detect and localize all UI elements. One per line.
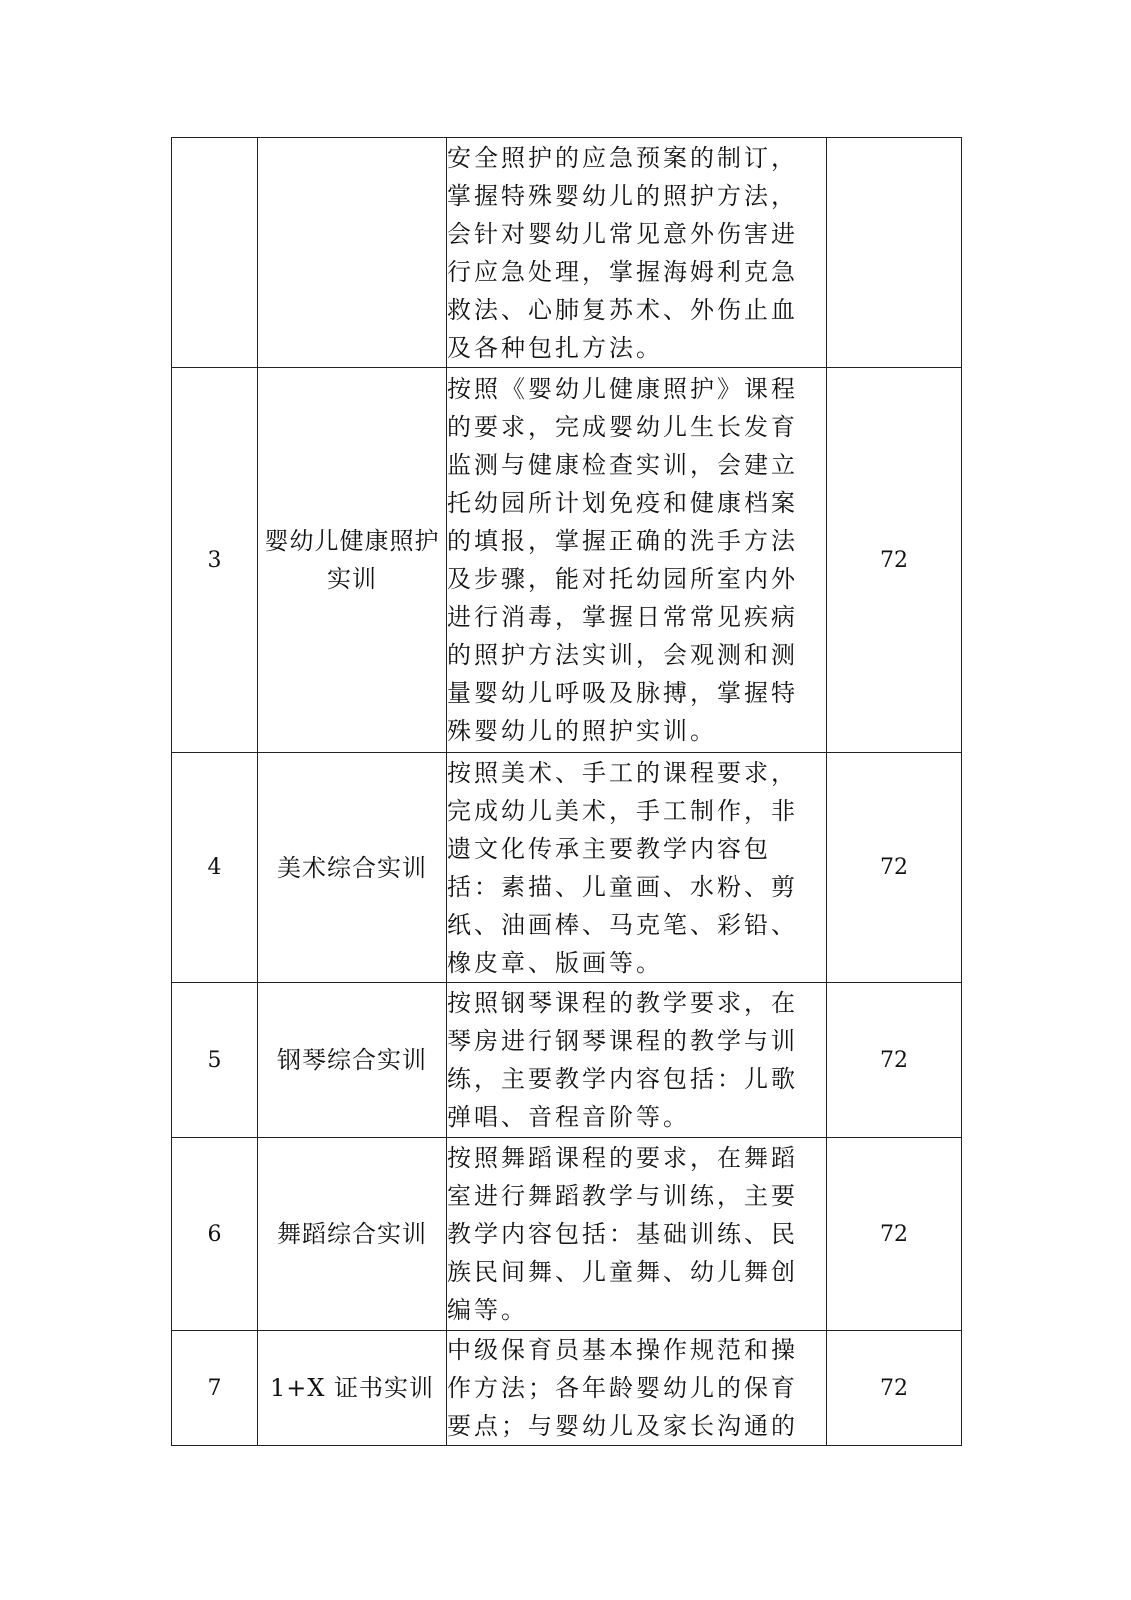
description-line: 量婴幼儿呼吸及脉搏，掌握特 — [447, 679, 798, 707]
description-line: 室进行舞蹈教学与训练，主要 — [447, 1182, 798, 1210]
course-name — [258, 138, 447, 368]
course-name: 婴幼儿健康照护实训 — [258, 368, 447, 753]
row-number: 6 — [172, 1138, 258, 1331]
description-line: 按照美术、手工的课程要求， — [447, 758, 798, 787]
description-line: 橡皮章、版画等。 — [447, 948, 663, 977]
description-line: 括：素描、儿童画、水粉、剪 — [447, 872, 798, 901]
description-line: 及各种包扎方法。 — [447, 333, 663, 362]
description-line: 教学内容包括：基础训练、民 — [447, 1220, 798, 1248]
course-hours: 72 — [827, 368, 962, 753]
table-row — [172, 1138, 962, 1331]
table-row — [172, 368, 962, 753]
description-line: 琴房进行钢琴课程的教学与训 — [447, 1027, 798, 1055]
row-number: 3 — [172, 368, 258, 753]
course-description — [447, 983, 827, 1138]
row-number — [172, 138, 258, 368]
description-line: 作方法；各年龄婴幼儿的保育 — [447, 1374, 798, 1402]
description-line: 安全照护的应急预案的制订， — [447, 143, 798, 172]
description-line: 族民间舞、儿童舞、幼儿舞创 — [447, 1258, 798, 1286]
description-line: 监测与健康检查实训，会建立 — [447, 451, 798, 479]
course-description — [447, 1331, 827, 1446]
description-line: 按照舞蹈课程的要求，在舞蹈 — [447, 1144, 798, 1172]
course-hours: 72 — [827, 1138, 962, 1331]
description-line: 的要求，完成婴幼儿生长发育 — [447, 413, 798, 441]
description-line: 编等。 — [447, 1296, 528, 1324]
course-hours: 72 — [827, 753, 962, 983]
description-line: 救法、心肺复苏术、外伤止血 — [447, 295, 798, 324]
description-line: 的照护方法实训，会观测和测 — [447, 641, 798, 669]
description-line: 托幼园所计划免疫和健康档案 — [447, 489, 798, 517]
row-number: 4 — [172, 753, 258, 983]
description-line: 按照《婴幼儿健康照护》课程 — [447, 375, 798, 403]
course-name: 1+X 证书实训 — [258, 1331, 447, 1446]
course-description — [447, 1138, 827, 1331]
course-name: 钢琴综合实训 — [258, 983, 447, 1138]
course-hours — [827, 138, 962, 368]
table-row — [172, 983, 962, 1138]
description-line: 殊婴幼儿的照护实训。 — [447, 717, 717, 745]
description-line: 会针对婴幼儿常见意外伤害进 — [447, 219, 798, 248]
table-row — [172, 138, 962, 368]
description-line: 进行消毒，掌握日常常见疾病 — [447, 603, 798, 631]
course-name: 舞蹈综合实训 — [258, 1138, 447, 1331]
description-line: 遗文化传承主要教学内容包 — [447, 834, 771, 863]
description-line: 弹唱、音程音阶等。 — [447, 1103, 690, 1131]
description-line: 纸、油画棒、马克笔、彩铅、 — [447, 910, 798, 939]
description-line: 按照钢琴课程的教学要求，在 — [447, 989, 798, 1017]
course-hours: 72 — [827, 983, 962, 1138]
table-row — [172, 1331, 962, 1446]
course-description — [447, 368, 827, 753]
description-line: 行应急处理，掌握海姆利克急 — [447, 257, 798, 286]
course-name: 美术综合实训 — [258, 753, 447, 983]
description-line: 要点；与婴幼儿及家长沟通的 — [447, 1412, 798, 1440]
description-line: 掌握特殊婴幼儿的照护方法， — [447, 181, 798, 210]
course-description — [447, 753, 827, 983]
course-hours: 72 — [827, 1331, 962, 1446]
row-number: 5 — [172, 983, 258, 1138]
description-line: 及步骤，能对托幼园所室内外 — [447, 565, 798, 593]
description-line: 练，主要教学内容包括：儿歌 — [447, 1065, 798, 1093]
course-table — [171, 137, 962, 1446]
description-line: 中级保育员基本操作规范和操 — [447, 1336, 798, 1364]
table-row — [172, 753, 962, 983]
description-line: 的填报，掌握正确的洗手方法 — [447, 527, 798, 555]
course-description — [447, 138, 827, 368]
description-line: 完成幼儿美术，手工制作，非 — [447, 796, 798, 825]
row-number: 7 — [172, 1331, 258, 1446]
